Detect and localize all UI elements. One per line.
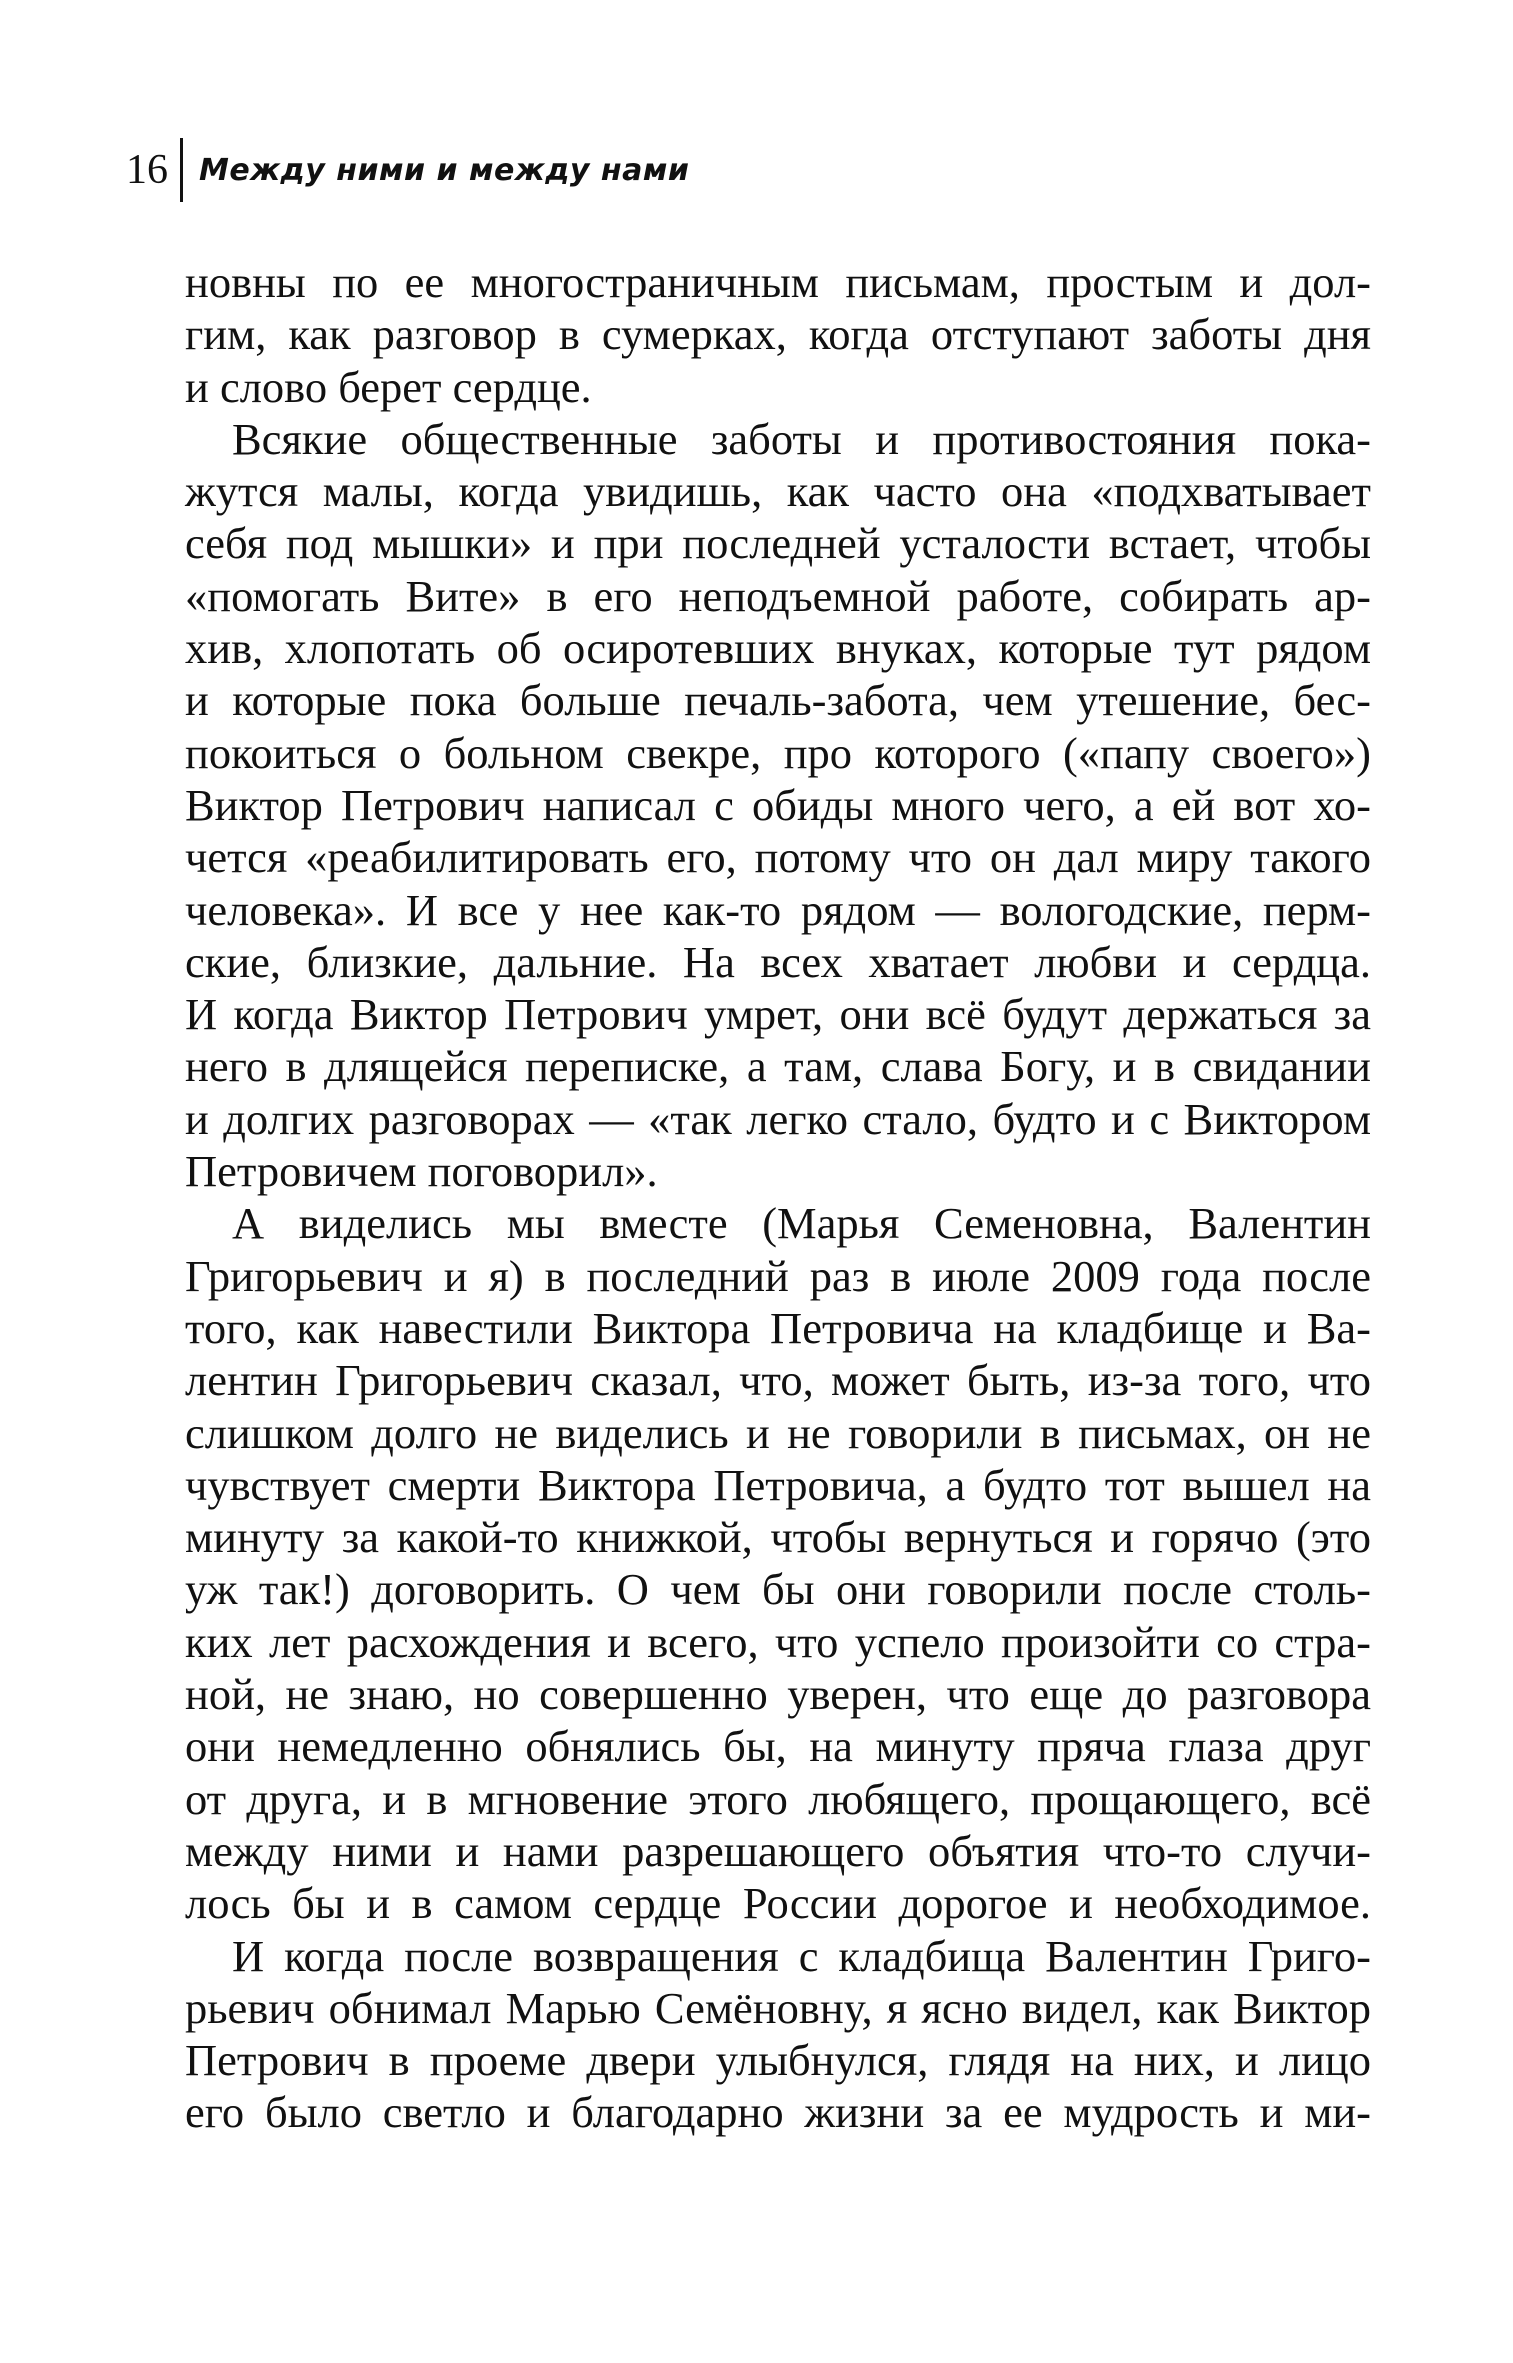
text-line: новны по ее многостраничным письмам, простым и дол- xyxy=(185,257,1371,307)
text-line: минуту за какой-то книжкой, чтобы вернуться и горячо (это xyxy=(185,1512,1371,1563)
text-line: лентин Григорьевич сказал, что, может быть, из-за того, что xyxy=(185,1355,1371,1406)
text-line: себя под мышки» и при последней усталости встает, чтобы xyxy=(185,518,1371,569)
text-line: него в длящейся переписке, а там, слава Богу, и в свидании xyxy=(185,1041,1371,1092)
text-line: Петрович в проеме двери улыбнулся, глядя на них, и лицо xyxy=(185,2035,1371,2086)
text-line: и которые пока больше печаль-забота, чем утешение, бес- xyxy=(185,675,1371,726)
text-line: Всякие общественные заботы и противостояния пока- xyxy=(232,413,1371,464)
text-line: уж так!) договорить. О чем бы они говорили после столь- xyxy=(185,1564,1371,1615)
body-text xyxy=(185,256,1371,2139)
text-line: между ними и нами разрешающего объятия что-то случи- xyxy=(185,1825,1371,1876)
text-line: И когда Виктор Петрович умрет, они всё будут держаться за xyxy=(185,989,1371,1040)
text-line: от друга, и в мгновение этого любящего, прощающего, всё xyxy=(185,1773,1371,1824)
text-line: и долгих разговорах — «так легко стало, будто и с Виктором xyxy=(185,1093,1371,1144)
text-line: слишком долго не виделись и не говорили в письмах, он не xyxy=(185,1407,1371,1458)
text-line: его было светло и благодарно жизни за ее мудрость и ми- xyxy=(185,2087,1371,2138)
text-line: жутся малы, когда увидишь, как часто она «подхватывает xyxy=(185,466,1371,517)
text-line: «помогать Вите» в его неподъемной работе, собирать ар- xyxy=(185,570,1371,621)
text-line: ские, близкие, дальние. На всех хватает любви и сердца. xyxy=(185,936,1371,987)
text-line: чется «реабилитировать его, потому что он дал миру такого xyxy=(185,832,1371,883)
text-line: покоиться о больном свекре, про которого («папу своего») xyxy=(185,727,1371,778)
text-line: гим, как разговор в сумерках, когда отступают заботы дня xyxy=(185,309,1371,360)
text-line: А виделись мы вместе (Марья Семеновна, Валентин xyxy=(232,1198,1371,1249)
text-line: лось бы и в самом сердце России дорогое и необходимое. xyxy=(185,1878,1371,1929)
running-head-divider xyxy=(180,138,183,202)
page-number: 16 xyxy=(126,147,168,193)
text-line: они немедленно обнялись бы, на минуту пряча глаза друг xyxy=(185,1721,1371,1772)
text-line: Григорьевич и я) в последний раз в июле 2009 года после xyxy=(185,1250,1371,1301)
text-line: и слово берет сердце. xyxy=(185,361,592,412)
text-line: хив, хлопотать об осиротевших внуках, которые тут рядом xyxy=(185,623,1371,674)
text-line: Виктор Петрович написал с обиды много чего, а ей вот хо- xyxy=(185,779,1371,830)
text-line: того, как навестили Виктора Петровича на кладбище и Ва- xyxy=(185,1302,1371,1353)
text-line: ной, не знаю, но совершенно уверен, что еще до разговора xyxy=(185,1669,1371,1720)
text-line: И когда после возвращения с кладбища Валентин Григо- xyxy=(232,1930,1371,1981)
running-title: Между ними и между нами xyxy=(199,152,690,188)
text-line: Петровичем поговорил». xyxy=(185,1146,658,1197)
text-line: человека». И все у нее как-то рядом — вологодские, перм- xyxy=(185,884,1371,935)
running-head xyxy=(126,140,689,200)
text-line: ких лет расхождения и всего, что успело произойти со стра- xyxy=(185,1616,1371,1667)
text-line: рьевич обнимал Марью Семёновну, я ясно видел, как Виктор xyxy=(185,1982,1371,2033)
text-line: чувствует смерти Виктора Петровича, а будто тот вышел на xyxy=(185,1459,1371,1510)
